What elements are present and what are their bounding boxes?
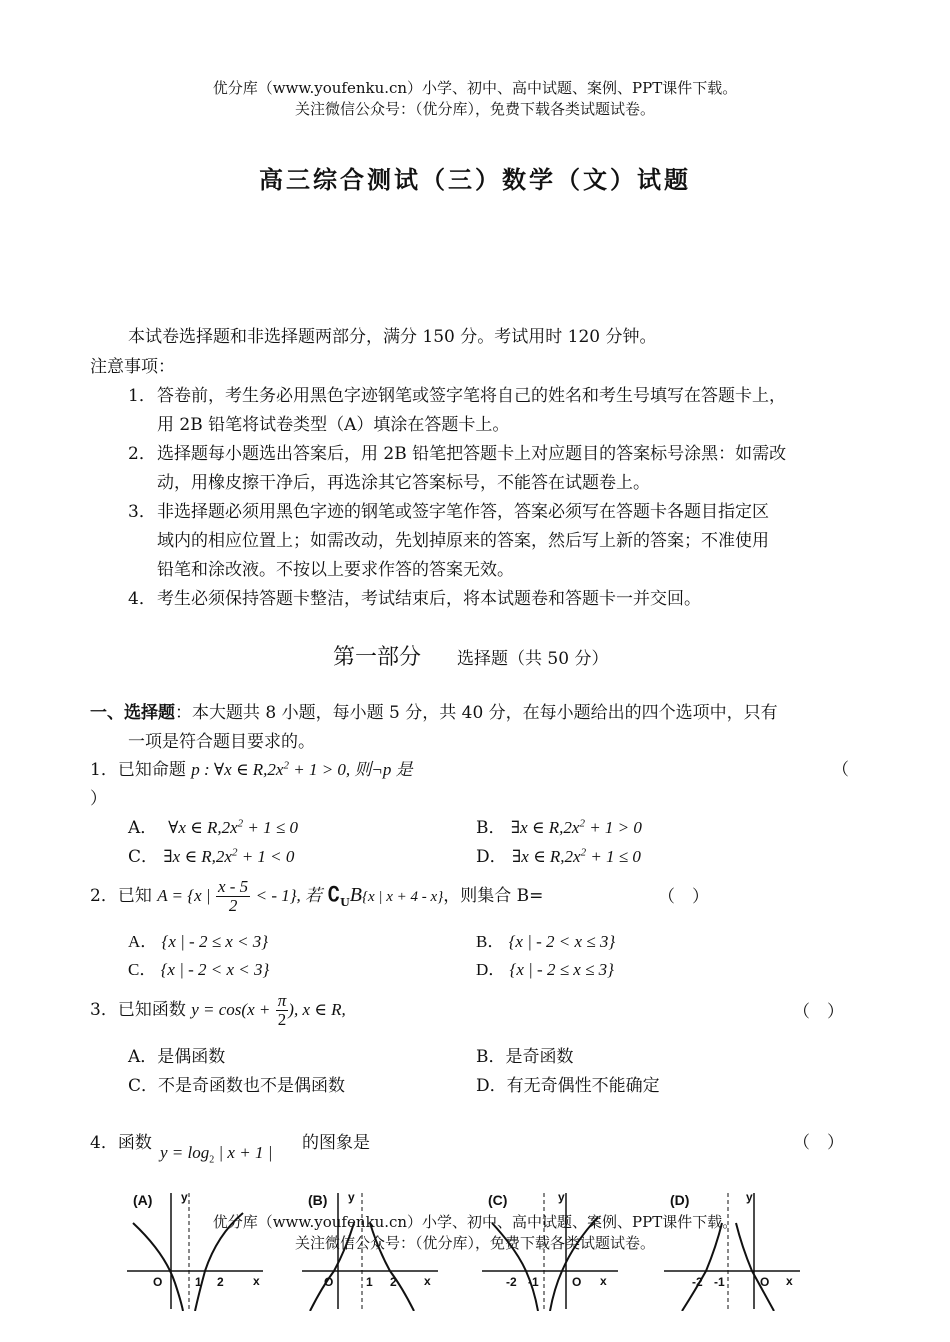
graph-c-tick-neg2: -2 xyxy=(506,1275,517,1289)
graph-a-tick-1: 1 xyxy=(195,1275,202,1289)
section1-text-1: ：本大题共 8 小题，每小题 5 分，共 40 分，在每小题给出的四个选项中，只有 xyxy=(175,703,778,723)
graph-b-x-label: x xyxy=(424,1274,431,1288)
graph-c-label: (C) xyxy=(488,1192,508,1208)
graph-c-y-label: y xyxy=(558,1190,565,1204)
q3-option-d: D．有无奇偶性不能确定 xyxy=(476,1076,660,1096)
graph-b-label: (B) xyxy=(308,1192,328,1208)
graph-c-tick-neg1: -1 xyxy=(528,1275,539,1289)
q2-option-c: C． {x | - 2 < x < 3} xyxy=(128,960,270,979)
q1-option-d: D． ∃x ∈ $R,2x^2 + 1 \le 0$ xyxy=(476,846,641,867)
part1-title: 第一部分 xyxy=(333,645,422,670)
q1-answer-paren-close: ） xyxy=(90,789,107,809)
note-1-line-1: 答卷前，考生务必用黑色字迹钢笔或签字笔将自己的姓名和考生号填写在答题卡上， xyxy=(157,386,786,406)
q3-option-b: B．是奇函数 xyxy=(476,1047,574,1067)
q3-option-c: C．不是奇函数也不是偶函数 xyxy=(128,1076,346,1096)
q1-option-b: B． ∃x ∈ $R,2x^2 + 1 > 0$ xyxy=(476,817,642,838)
q4-answer-paren: （ ） xyxy=(793,1133,844,1153)
note-3-line-3: 铅笔和涂改液。不按以上要求作答的答案无效。 xyxy=(157,560,514,580)
q2-answer-paren: （ ） xyxy=(658,887,709,907)
notes-heading: 注意事项： xyxy=(90,357,175,377)
q3-option-a: A．是偶函数 xyxy=(128,1047,226,1067)
graph-a-x-label: x xyxy=(253,1274,260,1288)
header-line-2: 关注微信公众号：（优分库），免费下载各类试题试卷。 xyxy=(294,100,655,118)
q1-stem xyxy=(90,755,413,780)
graph-a-tick-o: O xyxy=(153,1275,163,1289)
graph-c-tick-o: O xyxy=(572,1275,582,1289)
note-3-line-1: 非选择题必须用黑色字迹的钢笔或签字笔作答，答案必须写在答题卡各题目指定区 xyxy=(157,502,769,522)
note-2-num: 2． xyxy=(128,444,156,464)
q1-num: 1． xyxy=(90,760,118,780)
graph-c-x-label: x xyxy=(600,1274,607,1288)
q1-expression: p : ∀x ∈ $R,2x^2 + 1 > 0$, 则¬p 是 xyxy=(191,759,413,779)
section1-label: 一、选择题 xyxy=(90,703,175,723)
note-4-line-1: 考生必须保持答题卡整洁，考试结束后，将本试题卷和答题卡一并交回。 xyxy=(157,589,701,609)
graph-d-y-label: y xyxy=(746,1190,753,1204)
intro-text: 本试卷选择题和非选择题两部分，满分 150 分。考试用时 120 分钟。 xyxy=(128,327,657,347)
graph-d-tick-neg2: -2 xyxy=(692,1275,703,1289)
q2-option-b: B． {x | - 2 < x ≤ 3} xyxy=(476,932,616,951)
q2-complement-symbol: $∁_U$ xyxy=(327,882,350,909)
graph-a-tick-2: 2 xyxy=(217,1275,224,1289)
q3-fraction: $\frac{\pi}{2}$ xyxy=(277,991,287,1029)
graph-a-y-label: y xyxy=(181,1190,188,1204)
q1-answer-paren-open: （ xyxy=(832,760,849,780)
graph-a-label: (A) xyxy=(133,1192,153,1208)
note-1-line-2: 用 2B 铅笔将试卷类型（A）填涂在答题卡上。 xyxy=(157,415,510,435)
header-line-1: 优分库（www.youfenku.cn）小学、初中、高中试题、案例、PPT课件下载。 xyxy=(212,79,738,97)
q2-fraction: $\frac{x - 5}{2}$ xyxy=(217,877,249,915)
q3-stem: 3．已知函数 y = cos(x + $\frac{\pi}{2}$ ), x ∈ R, xyxy=(90,991,346,1029)
note-3-line-2: 域内的相应位置上；如需改动，先划掉原来的答案，然后写上新的答案；不准使用 xyxy=(157,531,769,551)
q1-stem-text: 已知命题 xyxy=(117,760,186,780)
footer-line-1: 优分库（www.youfenku.cn）小学、初中、高中试题、案例、PPT课件下载。 xyxy=(212,1213,738,1231)
q2-option-a: A． {x | - 2 ≤ x < 3} xyxy=(128,932,269,951)
q2-option-d: D． {x | - 2 ≤ x ≤ 3} xyxy=(476,960,614,979)
section1-intro xyxy=(90,698,778,723)
graph-b-y-label: y xyxy=(348,1190,355,1204)
q1-option-a: A． ∀x ∈ $R,2x^2 + 1 \le 0$ xyxy=(128,817,298,838)
graph-d-x-label: x xyxy=(786,1274,793,1288)
q4-ask: 的图象是 xyxy=(302,1133,370,1153)
note-4-num: 4． xyxy=(128,589,156,609)
q2-stem: 2．已知 A = {x | $\frac{x - 5}{2}$ < - 1}, 若 $∁_UB\{x$ | x + 4 - x}，则集合 B= xyxy=(90,877,544,915)
graph-d-tick-o: O xyxy=(760,1275,770,1289)
note-2-line-1: 选择题每小题选出答案后，用 2B 铅笔把答题卡上对应题目的答案标号涂黑：如需改 xyxy=(157,444,787,464)
footer-line-2: 关注微信公众号：（优分库），免费下载各类试题试卷。 xyxy=(294,1234,655,1252)
graph-d-label: (D) xyxy=(670,1192,690,1208)
graph-d-tick-neg1: -1 xyxy=(714,1275,725,1289)
note-1-num: 1． xyxy=(128,386,156,406)
note-2-line-2: 动，用橡皮擦干净后，再选涂其它答案标号，不能答在试题卷上。 xyxy=(157,473,650,493)
graph-b-tick-1: 1 xyxy=(366,1275,373,1289)
page-title: 高三综合测试（三）数学（文）试题 xyxy=(259,166,691,194)
q1-option-c: C． ∃x ∈ $R,2x^2 + 1 < 0$ xyxy=(128,846,295,867)
note-3-num: 3． xyxy=(128,502,156,522)
graph-b-tick-2: 2 xyxy=(390,1275,397,1289)
section1-text-2: 一项是符合题目要求的。 xyxy=(128,732,315,752)
q3-answer-paren: （ ） xyxy=(793,1002,844,1022)
q4-stem: 4．函数 xyxy=(90,1133,152,1153)
part1-subtitle: 选择题（共 50 分） xyxy=(457,649,609,669)
q4-expression: $y = \log_2$ | x + 1 | xyxy=(160,1143,273,1166)
graph-b-tick-o: O xyxy=(324,1275,334,1289)
